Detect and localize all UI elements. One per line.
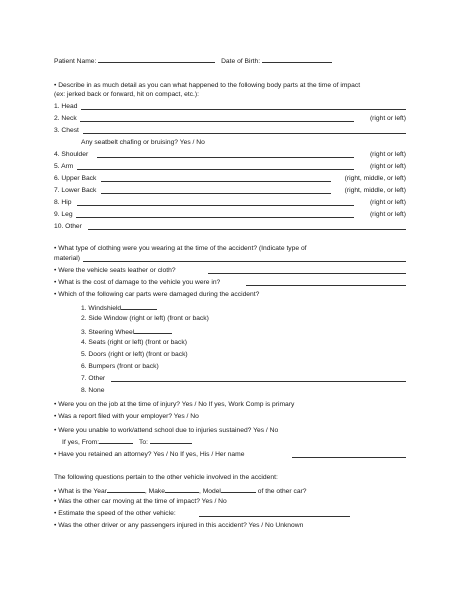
- dob-label: Date of Birth:: [221, 58, 262, 65]
- other-vehicle-intro: The following questions pertain to the other vehicle involved in the accident:: [54, 474, 278, 481]
- body-part-label: 7. Lower Back: [54, 187, 97, 194]
- car-part-item-other: 7. Other: [81, 374, 406, 383]
- car-part-item: 4. Seats (right or left) (front or back): [81, 339, 187, 346]
- car-part-item: 1. Windshield: [81, 302, 157, 311]
- car-part-item: 8. None: [81, 387, 105, 394]
- car-part-item: 5. Doors (right or left) (front or back): [81, 351, 188, 358]
- seats-field[interactable]: [208, 266, 406, 274]
- clothing-field[interactable]: [83, 254, 406, 262]
- body-part-field[interactable]: [97, 150, 354, 158]
- body-part-row-upper-back: [54, 174, 406, 183]
- describe-intro-line2: (ex: jerked back or forward, hit on compact, etc.):: [54, 91, 199, 98]
- injured-question: • Was the other driver or any passengers injured in this accident? Yes / No Unknown: [54, 522, 304, 529]
- car-part-other-field[interactable]: [111, 374, 406, 382]
- report-question: • Was a report filed with your employer? Yes / No: [54, 413, 199, 420]
- damage-cost-field[interactable]: [246, 278, 406, 286]
- car-part-field[interactable]: [121, 302, 157, 310]
- attorney-question-text: • Have you retained an attorney? Yes / No If yes, His / Her name: [54, 451, 245, 458]
- body-part-field[interactable]: [81, 102, 406, 110]
- body-part-label: 8. Hip: [54, 199, 72, 206]
- body-part-field[interactable]: [80, 114, 354, 122]
- body-part-row-leg: [54, 210, 406, 219]
- dob-field[interactable]: [262, 55, 332, 63]
- year-field[interactable]: [107, 485, 145, 493]
- car-part-item: 3. Steering Wheel: [81, 326, 172, 335]
- patient-info-row: [54, 55, 332, 64]
- body-part-label: 2. Neck: [54, 115, 77, 122]
- job-question: • Were you on the job at the time of injury? Yes / No If yes, Work Comp is primary: [54, 401, 295, 408]
- speed-field[interactable]: [199, 509, 350, 517]
- body-part-field[interactable]: [77, 162, 354, 170]
- body-part-label: 6. Upper Back: [54, 175, 97, 182]
- body-part-label: 5. Arm: [54, 163, 74, 170]
- body-part-label: 4. Shoulder: [54, 151, 89, 158]
- body-part-row-lower-back: [54, 186, 406, 195]
- side-hint: (right, middle, or left): [344, 187, 406, 194]
- car-part-item: 6. Bumpers (front or back): [81, 363, 159, 370]
- speed-question: [54, 509, 350, 518]
- attorney-field[interactable]: [292, 450, 406, 458]
- body-part-label: 3. Chest: [54, 127, 79, 134]
- to-field[interactable]: [150, 436, 192, 444]
- body-part-row-other: [54, 222, 406, 231]
- speed-question-text: • Estimate the speed of the other vehicle:: [54, 510, 176, 517]
- patient-name-label: Patient Name:: [54, 58, 99, 65]
- car-part-item: 2. Side Window (right or left) (front or back): [81, 315, 209, 322]
- side-hint: (right or left): [369, 199, 406, 206]
- from-label: If yes, From:: [62, 439, 100, 446]
- school-question: • Were you unable to work/attend school due to injuries sustained? Yes / No: [54, 427, 279, 434]
- side-hint: (right or left): [369, 163, 406, 170]
- model-field[interactable]: [221, 485, 256, 493]
- body-part-field[interactable]: [88, 222, 406, 230]
- body-part-row-arm: [54, 162, 406, 171]
- body-part-row-hip: [54, 198, 406, 207]
- patient-name-field[interactable]: [98, 55, 215, 63]
- clothing-question-line2: [54, 254, 406, 263]
- side-hint: (right or left): [369, 115, 406, 122]
- body-part-field[interactable]: [101, 186, 331, 194]
- parts-damaged-question: • Which of the following car parts were damaged during the accident?: [54, 291, 260, 298]
- body-part-field[interactable]: [76, 210, 354, 218]
- from-field[interactable]: [99, 436, 133, 444]
- body-part-field[interactable]: [83, 126, 406, 134]
- moving-question: • Was the other car moving at the time of impact? Yes / No: [54, 498, 227, 505]
- damage-cost-question: [54, 278, 406, 287]
- year-make-model-row: • What is the Year , Make , Model of the other car?: [54, 485, 306, 494]
- body-part-row-shoulder: [54, 150, 406, 159]
- make-field[interactable]: [165, 485, 199, 493]
- body-part-field[interactable]: [77, 198, 354, 206]
- side-hint: (right, middle, or left): [344, 175, 406, 182]
- body-part-row-chest: [54, 126, 406, 135]
- attorney-question: [54, 450, 406, 459]
- side-hint: (right or left): [369, 151, 406, 158]
- body-part-row-neck: [54, 114, 406, 123]
- car-part-field[interactable]: [134, 326, 172, 334]
- clothing-question-cont: material): [54, 255, 81, 262]
- clothing-question-line1: • What type of clothing were you wearing at the time of the accident? (Indicate type of: [54, 245, 307, 252]
- to-label: To:: [139, 439, 150, 446]
- damage-cost-text: • What is the cost of damage to the vehicle you were in?: [54, 279, 221, 286]
- seats-question: [54, 266, 406, 275]
- body-part-label: 10. Other: [54, 223, 82, 230]
- body-part-label: 1. Head: [54, 103, 78, 110]
- seatbelt-question: Any seatbelt chafing or bruising? Yes / No: [81, 139, 205, 146]
- body-part-row-head: [54, 102, 406, 111]
- describe-intro-line1: • Describe in as much detail as you can what happened to the following body parts at the time of impact: [54, 82, 361, 89]
- seats-question-text: • Were the vehicle seats leather or cloth?: [54, 267, 176, 274]
- body-part-field[interactable]: [101, 174, 331, 182]
- body-part-label: 9. Leg: [54, 211, 73, 218]
- dates-row: [62, 436, 192, 445]
- side-hint: (right or left): [369, 211, 406, 218]
